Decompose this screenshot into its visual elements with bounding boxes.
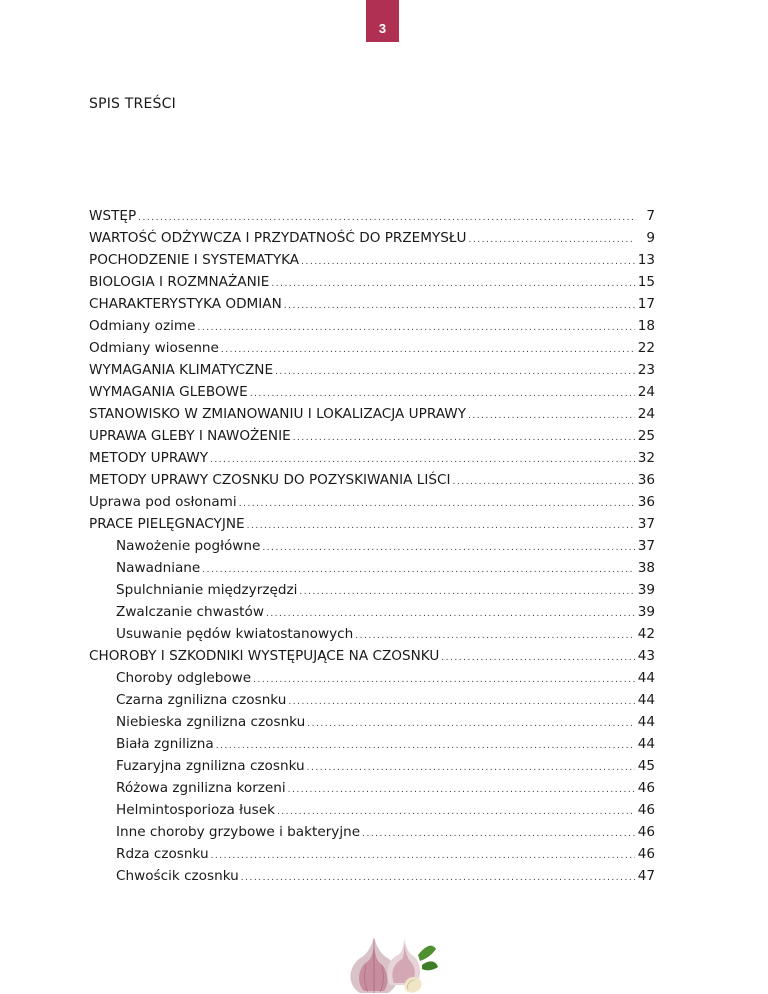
toc-entry-page: 15 (637, 274, 655, 290)
toc-entry-title: Różowa zgnilizna korzeni (116, 780, 286, 796)
toc-entry-page: 44 (637, 670, 655, 686)
toc-entry (89, 403, 655, 425)
toc-entry-page: 9 (646, 230, 655, 246)
toc-entry (89, 535, 655, 557)
toc-entry-title: CHOROBY I SZKODNIKI WYSTĘPUJĄCE NA CZOSNKU (89, 648, 440, 664)
toc-entry-page: 44 (637, 736, 655, 752)
toc-dot-leader (288, 779, 635, 801)
toc-entry (89, 843, 655, 865)
toc-entry-page: 25 (637, 428, 655, 444)
toc-entry (89, 645, 655, 667)
toc-entry-title: Czarna zgnilizna czosnku (116, 692, 287, 708)
table-of-contents (89, 205, 655, 887)
toc-entry-page: 46 (637, 824, 655, 840)
toc-dot-leader (293, 427, 635, 449)
toc-entry (89, 733, 655, 755)
toc-entry (89, 667, 655, 689)
toc-entry-title: UPRAWA GLEBY I NAWOŻENIE (89, 428, 291, 444)
toc-dot-leader (271, 273, 635, 295)
toc-entry-title: Odmiany ozime (89, 318, 196, 334)
toc-dot-leader (307, 713, 635, 735)
toc-entry-title: Rdza czosnku (116, 846, 209, 862)
toc-entry (89, 579, 655, 601)
toc-dot-leader (307, 757, 635, 779)
toc-entry-title: WSTĘP (89, 208, 137, 224)
toc-entry (89, 315, 655, 337)
toc-entry-title: Inne choroby grzybowe i bakteryjne (116, 824, 361, 840)
toc-entry-page: 18 (637, 318, 655, 334)
toc-dot-leader (250, 383, 635, 405)
toc-entry-page: 24 (637, 384, 655, 400)
toc-dot-leader (299, 581, 635, 603)
toc-entry-title: Spulchnianie międzyrzędzi (116, 582, 298, 598)
toc-entry-page: 36 (637, 472, 655, 488)
toc-entry-page: 42 (637, 626, 655, 642)
toc-entry-title: Nawadniane (116, 560, 201, 576)
toc-dot-leader (362, 823, 635, 845)
toc-entry-page: 44 (637, 692, 655, 708)
toc-entry-title: METODY UPRAWY CZOSNKU DO POZYSKIWANIA LIŚCI (89, 472, 451, 488)
toc-entry-page: 24 (637, 406, 655, 422)
toc-dot-leader (469, 229, 635, 251)
toc-entry-title: Nawożenie pogłówne (116, 538, 261, 554)
toc-entry (89, 821, 655, 843)
toc-dot-leader (266, 603, 635, 625)
toc-entry-page: 45 (637, 758, 655, 774)
toc-dot-leader (277, 801, 635, 823)
toc-entry (89, 601, 655, 623)
toc-entry (89, 205, 655, 227)
toc-entry-title: PRACE PIELĘGNACYJNE (89, 516, 245, 532)
toc-entry-page: 46 (637, 846, 655, 862)
toc-dot-leader (253, 669, 635, 691)
toc-dot-leader (241, 867, 635, 889)
toc-dot-leader (216, 735, 635, 757)
garlic-illustration-icon (340, 915, 440, 994)
toc-entry-page: 32 (637, 450, 655, 466)
toc-entry-title: Zwalczanie chwastów (116, 604, 264, 620)
page-number: 3 (378, 21, 387, 36)
toc-entry-title: WARTOŚĆ ODŻYWCZA I PRZYDATNOŚĆ DO PRZEMYSŁU (89, 230, 467, 246)
toc-entry-page: 37 (637, 538, 655, 554)
toc-dot-leader (468, 405, 635, 427)
toc-heading: SPIS TREŚCI (89, 96, 176, 112)
page-number-badge (366, 0, 399, 42)
toc-entry-title: POCHODZENIE I SYSTEMATYKA (89, 252, 300, 268)
toc-entry (89, 711, 655, 733)
toc-entry (89, 425, 655, 447)
toc-entry-page: 36 (637, 494, 655, 510)
toc-entry-page: 43 (637, 648, 655, 664)
toc-entry-page: 22 (637, 340, 655, 356)
toc-entry-page: 39 (637, 604, 655, 620)
toc-entry (89, 469, 655, 491)
toc-entry-page: 46 (637, 780, 655, 796)
toc-entry-title: Choroby odglebowe (116, 670, 252, 686)
toc-dot-leader (355, 625, 635, 647)
toc-dot-leader (211, 845, 635, 867)
toc-entry (89, 799, 655, 821)
toc-entry-page: 23 (637, 362, 655, 378)
toc-entry-title: Helmintosporioza łusek (116, 802, 275, 818)
toc-entry-title: WYMAGANIA KLIMATYCZNE (89, 362, 274, 378)
toc-dot-leader (284, 295, 635, 317)
toc-entry (89, 491, 655, 513)
toc-entry-page: 13 (637, 252, 655, 268)
toc-entry-page: 47 (637, 868, 655, 884)
toc-dot-leader (453, 471, 635, 493)
toc-entry (89, 513, 655, 535)
toc-entry (89, 227, 655, 249)
toc-entry-title: Uprawa pod osłonami (89, 494, 237, 510)
toc-entry-title: Usuwanie pędów kwiatostanowych (116, 626, 354, 642)
toc-dot-leader (239, 493, 635, 515)
toc-dot-leader (198, 317, 636, 339)
toc-dot-leader (262, 537, 635, 559)
toc-entry-page: 17 (637, 296, 655, 312)
toc-entry-page: 46 (637, 802, 655, 818)
toc-entry (89, 271, 655, 293)
toc-entry (89, 623, 655, 645)
toc-entry-page: 37 (637, 516, 655, 532)
toc-entry-title: Odmiany wiosenne (89, 340, 219, 356)
toc-entry-page: 39 (637, 582, 655, 598)
toc-entry (89, 865, 655, 887)
toc-entry (89, 359, 655, 381)
toc-dot-leader (202, 559, 635, 581)
toc-entry-title: METODY UPRAWY (89, 450, 209, 466)
toc-entry-title: Niebieska zgnilizna czosnku (116, 714, 306, 730)
toc-entry-title: WYMAGANIA GLEBOWE (89, 384, 248, 400)
toc-entry (89, 447, 655, 469)
toc-entry (89, 249, 655, 271)
toc-entry (89, 337, 655, 359)
toc-entry-page: 44 (637, 714, 655, 730)
toc-dot-leader (288, 691, 635, 713)
toc-entry-page: 38 (637, 560, 655, 576)
toc-dot-leader (247, 515, 635, 537)
toc-dot-leader (301, 251, 635, 273)
toc-entry-title: BIOLOGIA I ROZMNAŻANIE (89, 274, 270, 290)
toc-entry (89, 777, 655, 799)
toc-entry (89, 293, 655, 315)
toc-entry-title: STANOWISKO W ZMIANOWANIU I LOKALIZACJA UPRAWY (89, 406, 467, 422)
toc-dot-leader (275, 361, 635, 383)
toc-entry (89, 381, 655, 403)
toc-entry-title: Fuzaryjna zgnilizna czosnku (116, 758, 305, 774)
toc-dot-leader (441, 647, 635, 669)
toc-dot-leader (221, 339, 635, 361)
toc-entry-title: Biała zgnilizna (116, 736, 214, 752)
toc-entry-page: 7 (646, 208, 655, 224)
toc-entry (89, 689, 655, 711)
toc-dot-leader (210, 449, 635, 471)
toc-entry (89, 557, 655, 579)
toc-entry (89, 755, 655, 777)
toc-entry-title: Chwościk czosnku (116, 868, 239, 884)
toc-entry-title: CHARAKTERYSTYKA ODMIAN (89, 296, 282, 312)
toc-dot-leader (138, 207, 635, 229)
